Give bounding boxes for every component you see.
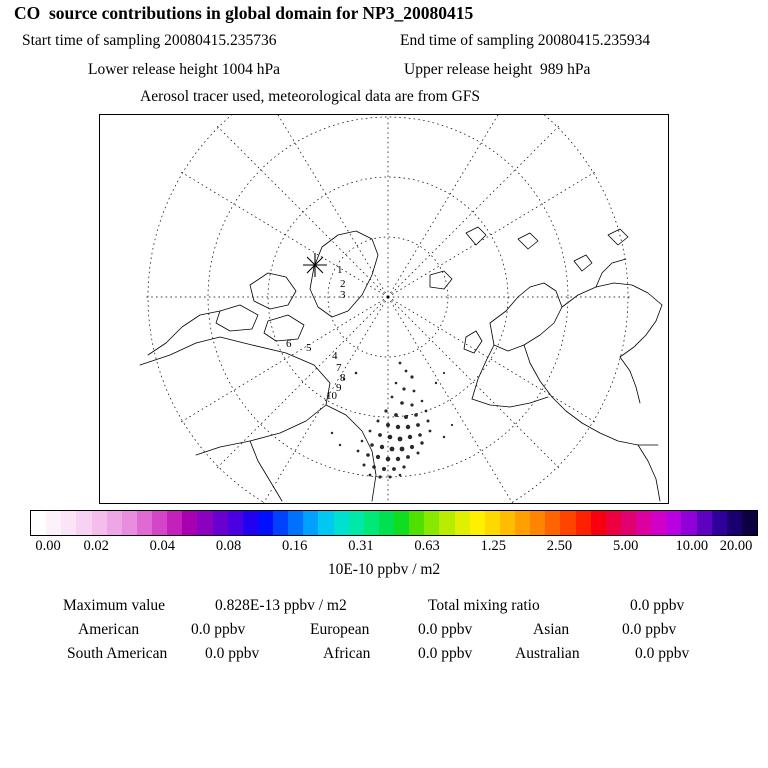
region-label-european: European [310, 621, 370, 638]
colorbar-swatch [379, 511, 394, 535]
colorbar-swatch [409, 511, 424, 535]
colorbar-tick: 20.00 [719, 538, 753, 554]
plume-label-2: 2 [340, 278, 346, 290]
colorbar-swatch [167, 511, 182, 535]
colorbar-swatch [681, 511, 696, 535]
colorbar-swatch [485, 511, 500, 535]
region-label-australian: Australian [515, 645, 580, 662]
latitude-circles [148, 115, 628, 503]
colorbar-swatch [197, 511, 212, 535]
total-ratio-label: Total mixing ratio [428, 597, 540, 614]
region-label-asian: Asian [533, 621, 570, 638]
colorbar-tick: 2.50 [546, 538, 573, 554]
colorbar-swatch [545, 511, 560, 535]
start-time-label: Start time of sampling 20080415.235736 [22, 32, 277, 49]
colorbar-swatch [424, 511, 439, 535]
colorbar-swatch [530, 511, 545, 535]
colorbar-swatch [182, 511, 197, 535]
colorbar-swatch [334, 511, 349, 535]
colorbar-swatch [621, 511, 636, 535]
total-ratio-value: 0.0 ppbv [630, 597, 685, 614]
region-value-american: 0.0 ppbv [191, 621, 246, 638]
plume-label-1: 1 [337, 264, 343, 276]
colorbar-swatch [455, 511, 470, 535]
end-time-label: End time of sampling 20080415.235934 [400, 32, 651, 49]
region-label-south-american: South American [67, 645, 168, 662]
colorbar-swatch [46, 511, 61, 535]
colorbar-swatch [31, 511, 46, 535]
colorbar-tick: 0.16 [282, 538, 308, 554]
plume-label-6: 6 [286, 338, 292, 350]
colorbar-swatch [288, 511, 303, 535]
colorbar-swatch [349, 511, 364, 535]
tracer-note-label: Aerosol tracer used, meteorological data are from GFS [140, 88, 481, 105]
colorbar [30, 510, 758, 536]
page-title: CO source contributions in global domain for NP3_20080415 [14, 3, 474, 23]
colorbar-tick: 0.02 [83, 538, 109, 554]
colorbar-swatch [364, 511, 379, 535]
colorbar-swatch [213, 511, 228, 535]
colorbar-swatch [651, 511, 666, 535]
region-label-african: African [323, 645, 371, 662]
colorbar-swatch [228, 511, 243, 535]
colorbar-swatch [560, 511, 575, 535]
colorbar-swatch [122, 511, 137, 535]
plume-label-3: 3 [340, 289, 346, 301]
colorbar-swatch [727, 511, 742, 535]
colorbar-swatch [152, 511, 167, 535]
colorbar-tick: 0.08 [215, 538, 242, 554]
lower-release-label: Lower release height 1004 hPa [88, 61, 280, 78]
region-label-american: American [78, 621, 140, 638]
upper-release-label: Upper release height 989 hPa [404, 61, 591, 78]
colorbar-tick: 0.04 [149, 538, 176, 554]
colorbar-tick: 0.00 [35, 538, 61, 554]
colorbar-swatch [712, 511, 727, 535]
region-value-south-american: 0.0 ppbv [205, 645, 260, 662]
colorbar-tick: 0.31 [348, 538, 374, 554]
colorbar-swatch [61, 511, 76, 535]
colorbar-swatch [636, 511, 651, 535]
maximum-value-label: Maximum value [63, 597, 166, 614]
colorbar-swatch [470, 511, 485, 535]
plume-label-5: 5 [306, 342, 312, 354]
colorbar-swatch [591, 511, 606, 535]
colorbar-swatch [666, 511, 681, 535]
colorbar-swatch [258, 511, 273, 535]
colorbar-tick: 1.25 [480, 538, 506, 554]
plume-label-7: 7 [336, 362, 342, 374]
colorbar-swatch [303, 511, 318, 535]
region-value-asian: 0.0 ppbv [622, 621, 677, 638]
colorbar-swatch [576, 511, 591, 535]
release-site-marker [303, 253, 327, 277]
maximum-value: 0.828E-13 ppbv / m2 [215, 597, 347, 614]
colorbar-tick: 0.63 [414, 538, 440, 554]
colorbar-swatch [697, 511, 712, 535]
plume-label-4: 4 [332, 350, 338, 362]
colorbar-swatch [515, 511, 530, 535]
colorbar-swatch [273, 511, 288, 535]
colorbar-swatch [243, 511, 258, 535]
colorbar-swatch [76, 511, 91, 535]
region-value-australian: 0.0 ppbv [635, 645, 690, 662]
colorbar-swatch [318, 511, 333, 535]
plume-label-8: 8 [340, 372, 346, 384]
colorbar-tick: 10.00 [675, 538, 709, 554]
region-value-african: 0.0 ppbv [418, 645, 473, 662]
colorbar-swatch [137, 511, 152, 535]
colorbar-tick-labels [0, 538, 768, 556]
map-panel [99, 114, 669, 504]
colorbar-unit-label: 10E-10 ppbv / m2 [327, 561, 441, 578]
colorbar-swatch [107, 511, 122, 535]
plume-day-labels [286, 264, 346, 402]
colorbar-swatch [742, 511, 757, 535]
footprint-plume [331, 362, 453, 479]
colorbar-swatch [439, 511, 454, 535]
coastlines [140, 227, 662, 501]
meridian-lines [146, 115, 630, 503]
colorbar-swatch [394, 511, 409, 535]
colorbar-tick: 5.00 [612, 538, 639, 554]
colorbar-swatch [606, 511, 621, 535]
region-value-european: 0.0 ppbv [418, 621, 473, 638]
plume-label-10: 10 [326, 390, 337, 402]
plume-label-9: 9 [336, 382, 342, 394]
colorbar-swatch [500, 511, 515, 535]
colorbar-swatch [92, 511, 107, 535]
polar-map-svg [100, 115, 668, 503]
